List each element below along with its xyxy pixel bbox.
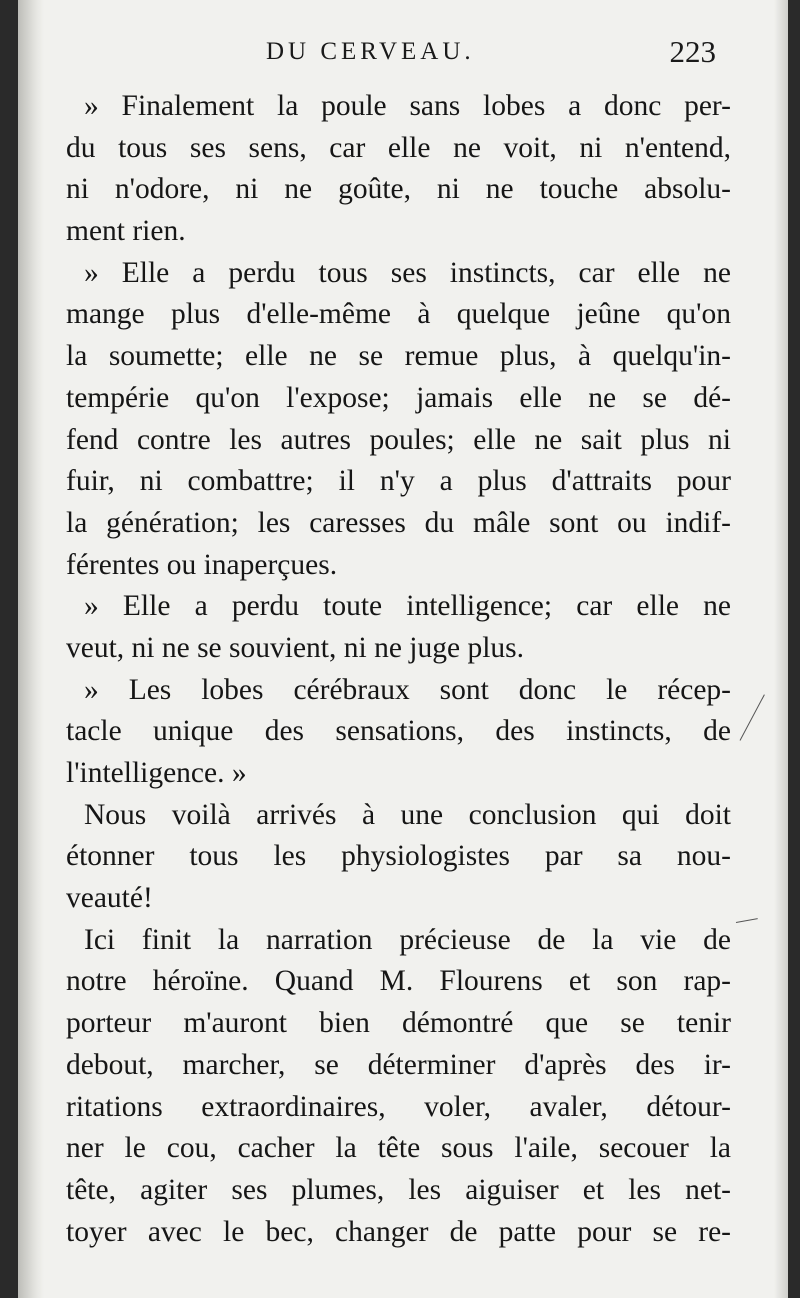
- spine-shadow: [18, 0, 44, 1298]
- page-header: [18, 34, 788, 78]
- text-line: notre héroïne. Quand M. Flourens et son rap-: [66, 965, 731, 998]
- text-line: la soumette; elle ne se remue plus, à quelqu'in-: [66, 340, 731, 373]
- book-page: [18, 0, 788, 1298]
- text-line: » Les lobes cérébraux sont donc le récep-: [84, 673, 731, 706]
- text-line: tête, agiter ses plumes, les aiguiser et les net-: [66, 1173, 731, 1206]
- text-line: ner le cou, cacher la tête sous l'aile, secouer la: [66, 1132, 731, 1165]
- body-text: [66, 86, 731, 1253]
- margin-pencil-mark: [736, 918, 758, 923]
- text-line: porteur m'auront bien démontré que se tenir: [66, 1007, 731, 1040]
- text-line: toyer avec le bec, changer de patte pour se re-: [66, 1215, 731, 1248]
- text-line: étonner tous les physiologistes par sa nou-: [66, 840, 731, 873]
- text-line: veut, ni ne se souvient, ni ne juge plus.: [66, 631, 524, 664]
- text-line: l'intelligence. »: [66, 757, 247, 789]
- text-line: veauté!: [66, 882, 153, 915]
- text-line: Nous voilà arrivés à une conclusion qui doit: [84, 798, 731, 831]
- text-line: tacle unique des sensations, des instincts, de: [66, 715, 731, 748]
- text-line: fuir, ni combattre; il n'y a plus d'attraits pour: [66, 465, 731, 498]
- text-line: Ici finit la narration précieuse de la vie de: [84, 923, 731, 956]
- text-line: » Elle a perdu toute intelligence; car elle ne: [84, 590, 731, 623]
- text-line: férentes ou inaperçues.: [66, 548, 338, 581]
- text-line: du tous ses sens, car elle ne voit, ni n'entend,: [66, 131, 731, 164]
- page-edge-shadow: [774, 0, 788, 1298]
- text-line: » Finalement la poule sans lobes a donc per-: [84, 90, 731, 122]
- text-line: » Elle a perdu tous ses instincts, car elle ne: [84, 256, 731, 289]
- page-number: 223: [669, 34, 716, 69]
- text-line: ment rien.: [66, 215, 186, 248]
- running-head: DU CERVEAU.: [266, 38, 475, 65]
- text-line: ni n'odore, ni ne goûte, ni ne touche absolu-: [66, 173, 731, 206]
- text-line: ritations extraordinaires, voler, avaler, détour-: [66, 1090, 731, 1123]
- text-line: tempérie qu'on l'expose; jamais elle ne se dé-: [66, 381, 731, 414]
- text-line: fend contre les autres poules; elle ne sait plus ni: [66, 423, 731, 456]
- margin-pencil-mark: [740, 694, 765, 740]
- text-line: mange plus d'elle-même à quelque jeûne qu'on: [66, 298, 731, 331]
- text-line: la génération; les caresses du mâle sont ou indif-: [66, 506, 731, 539]
- text-line: debout, marcher, se déterminer d'après des ir-: [66, 1048, 731, 1081]
